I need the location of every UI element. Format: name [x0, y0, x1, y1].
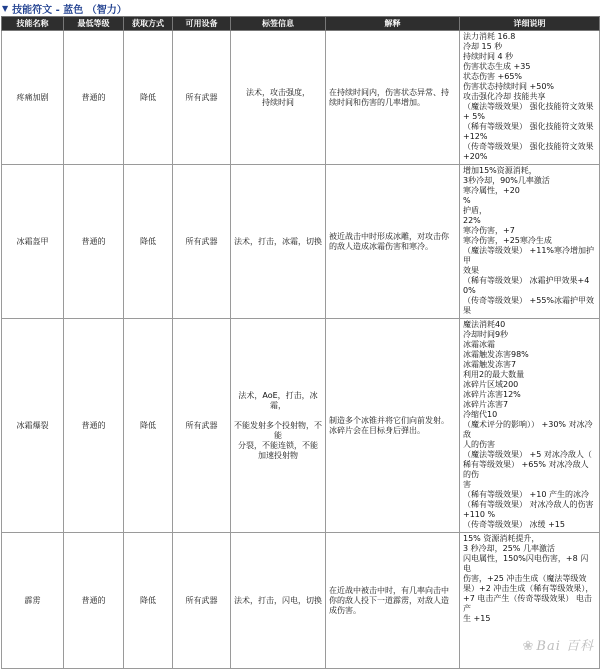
- column-header: 获取方式: [124, 17, 173, 31]
- column-header: 最低等级: [64, 17, 124, 31]
- detail-line: 3秒冷却，90%几率激活: [463, 176, 550, 185]
- table-header-row: [2, 17, 600, 31]
- detail-line: （魔法等级效果） 强化技能符文效果: [463, 102, 594, 111]
- detail-line: 伤害，+25 冲击生成（魔法等级效: [463, 574, 587, 583]
- baike-watermark: [522, 635, 594, 654]
- tag-line: 法术，打击，冰霜，切换: [234, 236, 322, 246]
- detail-line: +12%: [463, 132, 488, 141]
- detail-line: （魔法等级效果） +5 对冰冷敌人（: [463, 450, 592, 459]
- detail-line: 护盾，: [463, 206, 487, 215]
- detail-line: （稀有等级效果） 冰霜护甲效果+40%: [463, 276, 590, 295]
- min-level-cell: 普通的: [64, 533, 124, 669]
- device-cell: 所有武器: [173, 319, 231, 533]
- detail-line: 状态伤害 +65%: [463, 72, 523, 81]
- tags-cell: [231, 165, 326, 319]
- details-cell: [460, 31, 600, 165]
- detail-line: 寒冷伤害，+25寒冷生成: [463, 236, 552, 245]
- detail-line: 冷却 15 秒: [463, 42, 503, 51]
- detail-line: （稀有等级效果） 强化技能符文效果: [463, 122, 594, 131]
- detail-line: （魔术评分的影响）） +30% 对冰冷敌: [463, 420, 593, 439]
- tag-line: 法术，AoE，打击，冰霜，: [238, 390, 318, 410]
- tag-line: 加速投射物: [258, 450, 298, 460]
- detail-line: 人的伤害: [463, 440, 495, 449]
- detail-line: 攻击强化冷却 技能共享: [463, 92, 546, 101]
- min-level-cell: 普通的: [64, 165, 124, 319]
- column-header: 标签信息: [231, 17, 326, 31]
- tag-line: 分裂，不能连锁，不能: [238, 440, 318, 450]
- explanation-cell: 在近战中被击中时，有几率向击中你的敌人投下一道霹雳，对敌人造成伤害。: [326, 533, 460, 669]
- explanation-cell: 制造多个冰锥并将它们向前发射。冰碎片会在目标身后弹出。: [326, 319, 460, 533]
- acquire-method-cell: 降低: [124, 165, 173, 319]
- detail-line: 15% 资源消耗提升，: [463, 534, 540, 543]
- detail-line: 效果: [463, 266, 479, 275]
- device-cell: 所有武器: [173, 31, 231, 165]
- skill-name-cell: 霹雳: [2, 533, 64, 669]
- explanation-cell: 被近战击中时形成冰雕，对攻击你的敌人造成冰霜伤害和寒冷。: [326, 165, 460, 319]
- detail-line: （传奇等级效果） 冰缓 +15: [463, 520, 565, 529]
- details-cell: [460, 165, 600, 319]
- detail-line: 生 +15: [463, 614, 491, 623]
- tags-cell: [231, 319, 326, 533]
- skill-name-cell: 冰霜盔甲: [2, 165, 64, 319]
- device-cell: 所有武器: [173, 165, 231, 319]
- tag-line: 不能发射多个投射物，不能: [234, 420, 322, 440]
- skill-name-cell: 疼痛加剧: [2, 31, 64, 165]
- detail-line: 冰霜冰霜: [463, 340, 495, 349]
- acquire-method-cell: 降低: [124, 31, 173, 165]
- tags-cell: [231, 533, 326, 669]
- detail-line: （稀有等级效果） 对冰冷敌人的伤害: [463, 500, 594, 509]
- detail-line: 持续时间 4 秒: [463, 52, 514, 61]
- detail-line: 冰碎片冻害12%: [463, 390, 521, 399]
- detail-line: 法力消耗 16.8: [463, 32, 516, 41]
- tag-line: 法术，攻击强度，: [246, 87, 310, 97]
- paw-logo-icon: ❀: [522, 639, 535, 654]
- detail-line: 22%: [463, 216, 481, 225]
- detail-line: 冰霜触发冻害7: [463, 360, 517, 369]
- detail-line: 利用2的最大数量: [463, 370, 525, 379]
- min-level-cell: 普通的: [64, 31, 124, 165]
- acquire-method-cell: 降低: [124, 319, 173, 533]
- table-row: [2, 165, 600, 319]
- detail-line: （稀有等级效果） +10 产生的冰冷: [463, 490, 589, 499]
- detail-line: 魔法消耗40: [463, 320, 506, 329]
- tag-line: 持续时间: [262, 97, 294, 107]
- detail-line: +110 %: [463, 510, 496, 519]
- detail-line: 寒冷伤害，+7: [463, 226, 515, 235]
- detail-line: 冰碎片区域200: [463, 380, 519, 389]
- tag-line: 法术，打击，闪电，切换: [234, 595, 322, 605]
- detail-line: 稀有等级效果） +65% 对冰冷敌人的伤: [463, 460, 589, 479]
- detail-line: 害: [463, 480, 471, 489]
- table-row: [2, 31, 600, 165]
- detail-line: 3 秒冷却，25% 几率激活: [463, 544, 555, 553]
- detail-line: 冷却时间9秒: [463, 330, 509, 339]
- device-cell: 所有武器: [173, 533, 231, 669]
- detail-line: 伤害状态生成 +35: [463, 62, 531, 71]
- detail-line: 闪电属性，150%闪电伤害，+8 闪电: [463, 554, 589, 573]
- column-header: 详细说明: [460, 17, 600, 31]
- details-cell: [460, 319, 600, 533]
- column-header: 技能名称: [2, 17, 64, 31]
- column-header: 解释: [326, 17, 460, 31]
- detail-line: %: [463, 196, 471, 205]
- section-title: [0, 0, 600, 16]
- table-row: [2, 319, 600, 533]
- detail-line: +7 电击产生（传奇等级效果） 电击产: [463, 594, 592, 613]
- skill-rune-table: [1, 16, 600, 669]
- tag-line: [234, 411, 322, 421]
- tags-cell: [231, 31, 326, 165]
- detail-line: 冰霜触发冻害98%: [463, 350, 529, 359]
- detail-line: 冷缩代10: [463, 410, 498, 419]
- detail-line: 寒冷属性，+20: [463, 186, 520, 195]
- detail-line: （魔法等级效果） +11%寒冷增加护甲: [463, 246, 595, 265]
- detail-line: + 5%: [463, 112, 485, 121]
- skill-name-cell: 冰霜爆裂: [2, 319, 64, 533]
- detail-line: +20%: [463, 152, 488, 161]
- detail-line: 冰碎片冻害7: [463, 400, 509, 409]
- watermark-text: Bai 百科: [536, 639, 594, 654]
- collapse-triangle-icon[interactable]: ▼: [2, 3, 9, 13]
- min-level-cell: 普通的: [64, 319, 124, 533]
- detail-line: 增加15%资源消耗，: [463, 166, 537, 175]
- table-row: [2, 533, 600, 669]
- section-title-text: 技能符文 - 蓝色 （智力）: [12, 4, 127, 16]
- detail-line: （传奇等级效果） 强化技能符文效果: [463, 142, 594, 151]
- acquire-method-cell: 降低: [124, 533, 173, 669]
- detail-line: 伤害状态持续时间 +50%: [463, 82, 555, 91]
- detail-line: 果）+2 冲击生成（稀有等级效果），: [463, 584, 594, 593]
- explanation-cell: 在持续时间内，伤害状态异常、持续时间和伤害的几率增加。: [326, 31, 460, 165]
- column-header: 可用设备: [173, 17, 231, 31]
- detail-line: （传奇等级效果） +55%冰霜护甲效果: [463, 296, 595, 315]
